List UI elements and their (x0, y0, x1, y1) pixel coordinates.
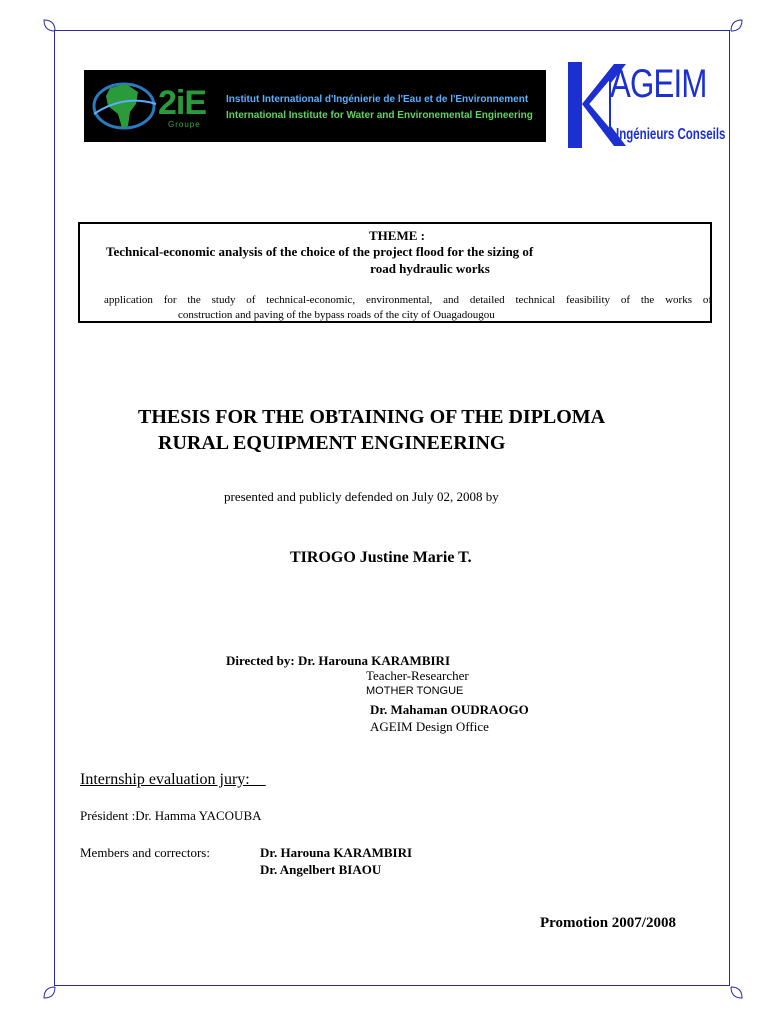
thesis-title-line2: RURAL EQUIPMENT ENGINEERING (158, 432, 506, 454)
logo-2ie-line1: Institut International d'Ingénierie de l'Eau et de l'Environnement (226, 94, 529, 105)
jury-member2: Dr. Angelbert BIAOU (260, 862, 382, 877)
ageim-name: AGEIM (610, 62, 707, 106)
ageim-subtitle: Ingénieurs Conseils (616, 126, 726, 143)
promotion: Promotion 2007/2008 (540, 915, 676, 931)
jury-members-label: Members and correctors: (80, 845, 210, 860)
director2-name: Dr. Mahaman OUDRAOGO (370, 702, 529, 717)
director2-org: AGEIM Design Office (370, 719, 489, 734)
page-border (54, 30, 730, 986)
theme-box (78, 222, 712, 323)
logo-2ie (84, 70, 546, 142)
theme-application-line2: construction and paving of the bypass roads of the city of Ouagadougou (178, 309, 495, 321)
theme-label: THEME : (369, 228, 425, 243)
africa-emblem-icon (90, 74, 160, 138)
author-name: TIROGO Justine Marie T. (290, 549, 472, 566)
theme-title-line1: Technical-economic analysis of the choice of the project flood for the sizing of (106, 244, 534, 259)
presented-text: presented and publicly defended on July 02, 2008 by (224, 489, 499, 504)
theme-application-line1: application for the study of technical-economic, environmental, and detailed technical feasibility of the works of (104, 294, 712, 306)
jury-title: Internship evaluation jury: (80, 771, 266, 788)
directed-by: Directed by: Dr. Harouna KARAMBIRI (226, 653, 451, 668)
theme-title-line2: road hydraulic works (370, 261, 490, 276)
logo-2ie-groupe: Groupe (168, 120, 201, 129)
logo-ageim (566, 60, 726, 152)
director1-role: Teacher-Researcher (366, 668, 469, 683)
thesis-title-line1: THESIS FOR THE OBTAINING OF THE DIPLOMA (138, 406, 606, 428)
jury-member1: Dr. Harouna KARAMBIRI (260, 845, 413, 860)
director1-org: MOTHER TONGUE (366, 685, 464, 697)
logo-2ie-line2: International Institute for Water and Environemental Engineering (226, 110, 533, 121)
logo-2ie-mark: 2iE (158, 84, 207, 122)
jury-president: Président :Dr. Hamma YACOUBA (80, 808, 262, 823)
